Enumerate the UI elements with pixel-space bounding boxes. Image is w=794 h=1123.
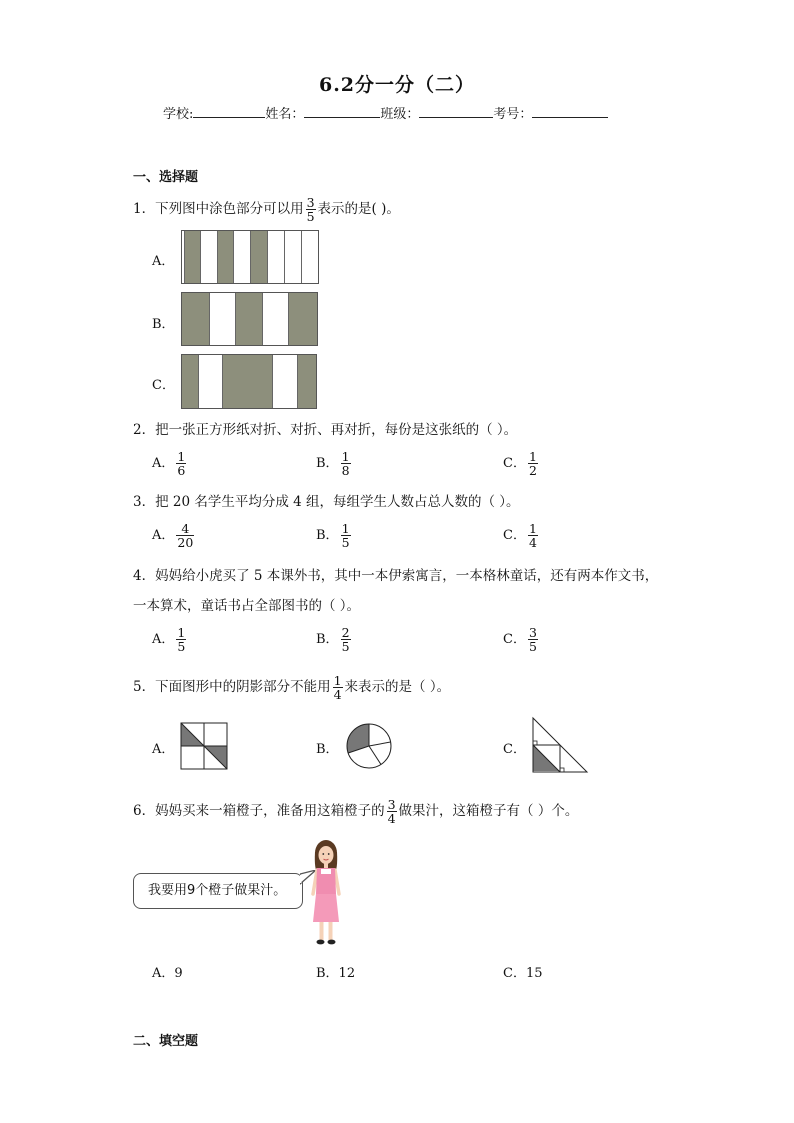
q1-a-strip xyxy=(251,231,268,283)
q1-text-pre: 1．下列图中涂色部分可以用 xyxy=(133,201,304,217)
numerator: 2 xyxy=(341,625,350,640)
numerator: 3 xyxy=(528,625,537,640)
denominator: 5 xyxy=(341,639,350,654)
q3-option-b[interactable] xyxy=(316,522,353,549)
denominator: 8 xyxy=(341,463,350,478)
q4-option-b[interactable] xyxy=(316,626,353,653)
q5-option-c-figure xyxy=(530,716,590,774)
option-label: B． xyxy=(316,456,339,471)
q5-fraction-numerator: 1 xyxy=(333,673,342,688)
q6-text-post: 做果汁，这箱橙子有（ ）个。 xyxy=(398,803,579,819)
numerator: 1 xyxy=(528,449,537,464)
section-heading-fill-in: 二、填空题 xyxy=(133,1034,199,1049)
question-2: 2．把一张正方形纸对折、对折、再对折，每份是这张纸的（ ）。 xyxy=(133,422,518,438)
q1-c-strip xyxy=(199,355,224,408)
q1-c-strip xyxy=(223,355,272,408)
q4-option-c[interactable] xyxy=(503,626,540,653)
denominator: 5 xyxy=(177,639,186,654)
q5-option-a-label[interactable]: A． xyxy=(152,742,175,757)
q1-b-strip xyxy=(182,293,210,345)
question-5 xyxy=(133,674,450,701)
q5-option-b-label[interactable]: B． xyxy=(316,742,339,757)
exam-no-blank[interactable] xyxy=(532,103,608,118)
school-blank[interactable] xyxy=(193,103,265,118)
q1-fraction xyxy=(306,196,316,223)
option-label: C． xyxy=(503,632,526,647)
q6-option-a[interactable]: A．9 xyxy=(152,966,183,981)
option-label: B． xyxy=(316,632,339,647)
question-1 xyxy=(133,196,400,223)
q5-option-c-label[interactable]: C． xyxy=(503,742,526,757)
page-title: 6.2分一分（二） xyxy=(318,74,476,96)
q1-a-strip xyxy=(185,231,201,283)
numerator: 4 xyxy=(181,521,190,536)
option-label: A． xyxy=(152,528,175,543)
speech-bubble: 我要用9个橙子做果汁。 xyxy=(133,873,303,909)
numerator: 1 xyxy=(177,625,186,640)
denominator: 6 xyxy=(177,463,186,478)
option-label: A． xyxy=(152,456,175,471)
option-label: C． xyxy=(503,528,526,543)
q1-option-c-figure xyxy=(181,354,317,409)
q1-a-strip xyxy=(302,231,318,283)
q1-fraction-denominator: 5 xyxy=(306,209,315,224)
question-6 xyxy=(133,798,578,825)
option-label: A． xyxy=(152,632,175,647)
q1-b-strip xyxy=(289,293,317,345)
name-blank[interactable] xyxy=(304,103,380,118)
q6-fraction xyxy=(387,798,397,825)
question-4-line-1: 4．妈妈给小虎买了 5 本课外书，其中一本伊索寓言，一本格林童话，还有两本作文书， xyxy=(133,568,659,584)
q3-option-a[interactable] xyxy=(152,522,196,549)
q1-option-b-figure xyxy=(181,292,318,346)
q1-b-strip xyxy=(236,293,263,345)
q6-fraction-numerator: 3 xyxy=(387,797,396,812)
q4-option-a[interactable] xyxy=(152,626,188,653)
school-label: 学校: xyxy=(163,107,194,122)
q1-text-post: 表示的是( )。 xyxy=(317,201,400,217)
q1-c-strip xyxy=(298,355,316,408)
numerator: 1 xyxy=(528,521,537,536)
question-3: 3．把 20 名学生平均分成 4 组，每组学生人数占总人数的（ ）。 xyxy=(133,494,520,510)
q1-option-b-label[interactable]: B． xyxy=(152,317,175,332)
q5-fraction-denominator: 4 xyxy=(333,687,342,702)
student-info-line xyxy=(163,103,608,122)
q1-fraction-numerator: 3 xyxy=(306,195,315,210)
q6-option-b[interactable]: B．12 xyxy=(316,966,356,981)
mother-illustration xyxy=(304,836,348,948)
denominator: 4 xyxy=(528,535,537,550)
denominator: 20 xyxy=(177,535,194,550)
q5-option-a-figure xyxy=(180,722,228,770)
question-4-line-2: 一本算术，童话书占全部图书的（ ）。 xyxy=(133,598,361,614)
denominator: 5 xyxy=(528,639,537,654)
class-blank[interactable] xyxy=(419,103,493,118)
q1-b-strip xyxy=(210,293,237,345)
q2-option-b[interactable] xyxy=(316,450,353,477)
q5-text-post: 来表示的是（ ）。 xyxy=(344,679,451,695)
q1-option-a-figure xyxy=(181,230,319,284)
q6-fraction-denominator: 4 xyxy=(387,811,396,826)
q1-b-strip xyxy=(263,293,290,345)
q5-option-b-figure xyxy=(345,722,393,770)
q2-option-a[interactable] xyxy=(152,450,188,477)
numerator: 1 xyxy=(177,449,186,464)
q2-option-c[interactable] xyxy=(503,450,540,477)
q5-fraction xyxy=(333,674,343,701)
q1-a-strip xyxy=(201,231,218,283)
numerator: 1 xyxy=(341,449,350,464)
name-label: 姓名： xyxy=(265,107,305,122)
denominator: 2 xyxy=(528,463,537,478)
numerator: 1 xyxy=(341,521,350,536)
q5-text-pre: 5．下面图形中的阴影部分不能用 xyxy=(133,679,331,695)
q1-option-a-label[interactable]: A． xyxy=(152,254,175,269)
q6-text-pre: 6．妈妈买来一箱橙子，准备用这箱橙子的 xyxy=(133,803,385,819)
q1-a-strip xyxy=(268,231,285,283)
exam-no-label: 考号： xyxy=(493,107,533,122)
denominator: 5 xyxy=(341,535,350,550)
q1-a-strip xyxy=(218,231,234,283)
q5-b-shaded-sector xyxy=(347,724,369,753)
q6-option-c[interactable]: C．15 xyxy=(503,966,543,981)
q3-option-c[interactable] xyxy=(503,522,540,549)
option-label: C． xyxy=(503,456,526,471)
q1-option-c-label[interactable]: C． xyxy=(152,378,175,393)
section-heading-choice: 一、选择题 xyxy=(133,170,199,185)
q1-c-strip xyxy=(182,355,199,408)
class-label: 班级： xyxy=(380,107,420,122)
q1-a-strip xyxy=(234,231,251,283)
q1-a-strip xyxy=(285,231,302,283)
option-label: B． xyxy=(316,528,339,543)
q1-c-strip xyxy=(273,355,299,408)
